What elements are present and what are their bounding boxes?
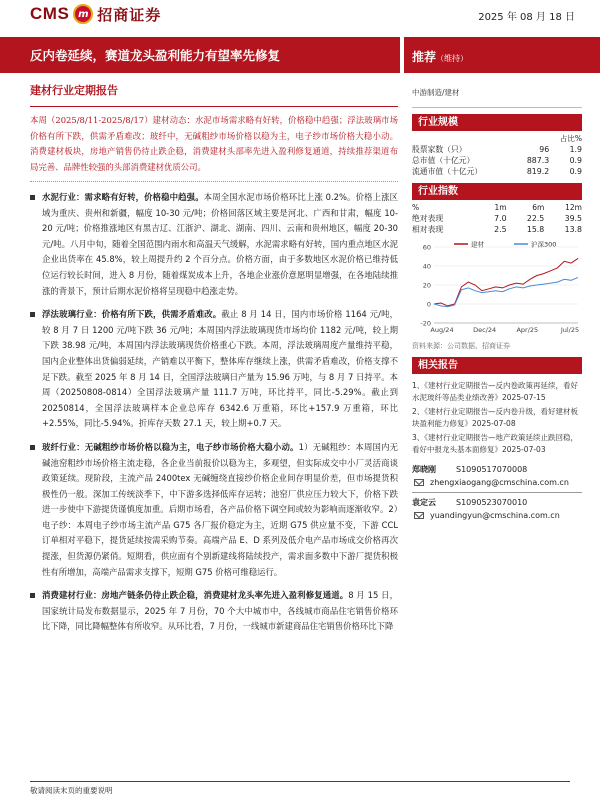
x-tick-label: Jul/25 — [560, 326, 580, 334]
cell: 7.0 — [494, 214, 507, 223]
row-label: 股票家数（只） — [412, 145, 467, 154]
report-subtitle: 建材行业定期报告 — [30, 84, 118, 97]
row-label: 相对表现 — [412, 225, 444, 234]
report-date: 2025 年 08 月 18 日 — [478, 12, 575, 23]
row-label: 总市值（十亿元） — [412, 156, 475, 165]
section-cement — [30, 190, 398, 299]
bullet-icon — [30, 312, 35, 317]
analyst-email[interactable]: zhengxiaogang@cmschina.com.cn — [430, 478, 569, 487]
analyst-name: 袁定云 — [412, 498, 436, 507]
analyst-row — [412, 496, 582, 509]
analyst-name: 郑晓刚 — [412, 465, 436, 474]
related-report[interactable]: 3、《建材行业定期报告—地产政策延续止跌回稳，看好中报龙头基本面修复》2025-07-03 — [412, 433, 579, 454]
table-row — [412, 213, 582, 224]
analyst-divider — [412, 492, 582, 493]
mail-icon — [414, 479, 424, 486]
section-float-glass — [30, 307, 398, 432]
title-banner — [0, 37, 600, 73]
col-header: 占比% — [559, 134, 582, 143]
bullet-icon — [30, 195, 35, 200]
scale-header: 行业规模 — [412, 114, 582, 131]
top-bar — [0, 0, 600, 30]
y-tick-label: 60 — [422, 243, 431, 252]
rating — [412, 48, 468, 65]
cell: 39.5 — [564, 214, 582, 223]
section-text: 8 月 15 日，国家统计局发布数据显示，2025 年 7 月份，70 个大中城市中，各线城市商品住宅销售价格环比下降，同比降幅整体有所收窄。从环比看，7 月份，一线城市新建商品住宅销售价格环比下降 — [42, 590, 398, 632]
row-label: 绝对表现 — [412, 214, 444, 223]
cell: 22.5 — [526, 214, 545, 223]
logo-cn: 招商证券 — [97, 5, 162, 24]
summary-divider — [30, 181, 398, 182]
y-tick-label: 0 — [426, 300, 431, 309]
x-tick-label: Dec/24 — [473, 326, 497, 334]
footer-note: 敬请阅读末页的重要说明 — [30, 786, 113, 795]
cell: 0.9 — [569, 156, 582, 165]
analyst-list — [412, 463, 582, 522]
company-logo — [30, 2, 161, 26]
table-row — [412, 144, 582, 155]
analyst-cert: S1090523070010 — [456, 498, 528, 507]
chart-source: 资料来源：公司数据、招商证券 — [412, 342, 510, 350]
x-tick-label: Aug/24 — [430, 326, 454, 334]
table-row — [412, 155, 582, 166]
cell: 15.8 — [526, 225, 545, 234]
analyst-cert: S1090517070008 — [456, 465, 528, 474]
analyst-row — [412, 463, 582, 476]
banner-divider — [400, 37, 404, 73]
index-chart-svg — [412, 239, 582, 339]
cell: 887.3 — [526, 156, 550, 165]
index-chart — [412, 239, 582, 339]
scale-table — [412, 133, 582, 177]
sidebar — [412, 80, 582, 522]
section-lead: 玻纤行业：无碱粗纱市场价格以稳为主，电子纱市场价格大稳小动。 — [42, 441, 299, 452]
cell: 13.8 — [564, 225, 582, 234]
section-text: 1）无碱粗纱：本周国内无碱池窑粗纱市场价格主流走稳，各企业当前报价以稳为主，多观望，但实际成交中小厂灵活商谈政策延续。现阶段，主流产品 2400tex 无碱缠绕直接纱价格企业间存明显价差，但市场提货积极性仍一般。深加工传统淡季下，中下游多选择低库存运转；池窑厂供应压力较大下，价格下跌进一步使中下游提货谨慎度加重。后期市场看，各产品价格下调空间或较为影响而逐渐收窄。2）电子纱：本周电子纱市场主流产品 G75 各厂报价稳定为主，近期 G75 供应量不变，下游 CCL 订单相对平稳下，提货延续按需采购节奏。高端产品 E、D 系列及低介电产品市场成交价格再次提涨，但货源仍紧俏。短期看，供应面有个别新建线将陆续投产，需求面多数中下游厂提货积极性有所增加，高端产品需求支撑下，短期 G75 价格可维稳运行。 — [42, 441, 399, 577]
report-title: 反内卷延续，赛道龙头盈利能力有望率先修复 — [30, 48, 281, 63]
related-list — [412, 380, 582, 455]
col-header: 6m — [532, 203, 545, 212]
row-label: 流通市值（十亿元） — [412, 167, 483, 176]
logo-badge-icon: m — [73, 4, 93, 24]
related-report[interactable]: 1、《建材行业定期报告—反内卷政策再延续，看好水泥玻纤等品类业绩改善》2025-07-15 — [412, 381, 579, 402]
x-tick-label: Apr/25 — [516, 326, 539, 334]
cell: 96 — [539, 145, 550, 154]
legend-label: 沪深300 — [531, 240, 557, 249]
related-report[interactable]: 2、《建材行业定期报告—反内卷升级，看好建材板块盈利能力修复》2025-07-08 — [412, 407, 579, 428]
bullet-icon — [30, 445, 35, 450]
footer-divider — [30, 781, 570, 782]
legend-label: 建材 — [471, 240, 484, 249]
bullet-icon — [30, 593, 35, 598]
table-row — [412, 133, 582, 144]
analyst-email[interactable]: yuandingyun@cmschina.com.cn — [430, 511, 560, 520]
section-consumer-building — [30, 588, 398, 635]
cell: 1.9 — [569, 145, 582, 154]
rating-value: 推荐 — [412, 50, 437, 64]
cell: 819.2 — [526, 167, 550, 176]
y-tick-label: -20 — [420, 319, 431, 328]
subtitle-divider — [30, 106, 398, 107]
section-text: 截止 8 月 14 日，国内市场价格 1164 元/吨，较 8 月 7 日 1200 元/吨下跌 36 元/吨；本周国内浮法玻璃现货市场均价 1182 元/吨，较上期下跌 38.98 元/吨，本周国内浮法玻璃现货价格重心下跌。本周，浮法玻璃周度产量维持平稳，国内企业整体出货偏弱延续，产销难以平衡下，整体库存继续上涨，供需矛盾难改，价格支撑不足下跌。截至 2025 年 8 月 14 日，全国浮法玻璃日产量为 15.96 万吨，与 8 月 7 日持平。本周（20250808-0814）全国浮法玻璃产量 111.7 万吨，环比持平，同比-5.29%。截止到 20250814，全国浮法玻璃样本企业总库存 6342.6 万重箱，环比+157.9 万重箱，环比+2.55%，同比-5.94%。折库存天数 27.1 天，较上期+0.7 天。 — [42, 309, 399, 429]
col-header: 1m — [494, 203, 507, 212]
analyst-email-row — [412, 476, 582, 489]
mail-icon — [414, 512, 424, 519]
col-header: 12m — [565, 203, 582, 212]
logo-en: CMS — [30, 4, 70, 23]
section-text: 本周全国水泥市场价格环比上涨 0.2%。价格上涨区域为重庆、贵州和新疆，幅度 10-30 元/吨；价格回落区域主要是河北、广西和甘肃，幅度 10-20 元/吨；价格推涨地区有黑吉辽、江浙沪、湖北、湖南、四川、云南和贵州地区，幅度 20-30 元/吨。八月中旬，随着全国范围内雨水和高温天气缓解，水泥需求略有好转，国内重点地区水泥企业出货率在 45.8%，较上周提升约 2 个百分点。价格方面，由于多数地区水泥价格已维持低位运行较长时间，进入 8 月份，随着煤炭成本上升，各地企业涨价意愿明显增强，在各地陆续推涨的背景下，预计后期水泥价格将呈现稳中趋涨走势。 — [42, 192, 398, 296]
y-tick-label: 40 — [422, 262, 431, 271]
cell: 2.5 — [494, 225, 507, 234]
analyst-email-row — [412, 509, 582, 522]
cell: 0.9 — [569, 167, 582, 176]
section-lead: 水泥行业：需求略有好转，价格稳中趋强。 — [42, 192, 204, 202]
section-glass-fiber — [30, 440, 398, 580]
section-lead: 浮法玻璃行业：价格有所下跌，供需矛盾难改。 — [42, 309, 222, 320]
y-tick-label: 20 — [422, 281, 431, 290]
col-header: % — [412, 203, 420, 212]
summary-paragraph: 本周（2025/8/11-2025/8/17）建材动态：水泥市场需求略有好转，价格稳中趋强；浮法玻璃市场价格有所下跌，供需矛盾难改；玻纤中，无碱粗纱市场价格以稳为主，电子纱市场价格大稳小动。消费建材板块，房地产销售仍待止跌企稳，消费建材头部率先进入盈利修复通道，持续推荐渠道布局完善、品牌性较强的头部消费建材优质公司。 — [30, 115, 398, 172]
index-table — [412, 202, 582, 235]
series-line-1 — [434, 277, 578, 306]
rating-note: （维持） — [436, 54, 469, 63]
table-row — [412, 166, 582, 177]
table-row — [412, 202, 582, 213]
index-header: 行业指数 — [412, 183, 582, 200]
table-row — [412, 224, 582, 235]
related-header: 相关报告 — [412, 357, 582, 374]
section-lead: 消费建材行业：房地产链条仍待止跌企稳，消费建材龙头率先进入盈利修复通道。 — [42, 590, 349, 601]
main-column — [30, 80, 398, 635]
industry-category: 中游制造/建材 — [412, 80, 582, 108]
